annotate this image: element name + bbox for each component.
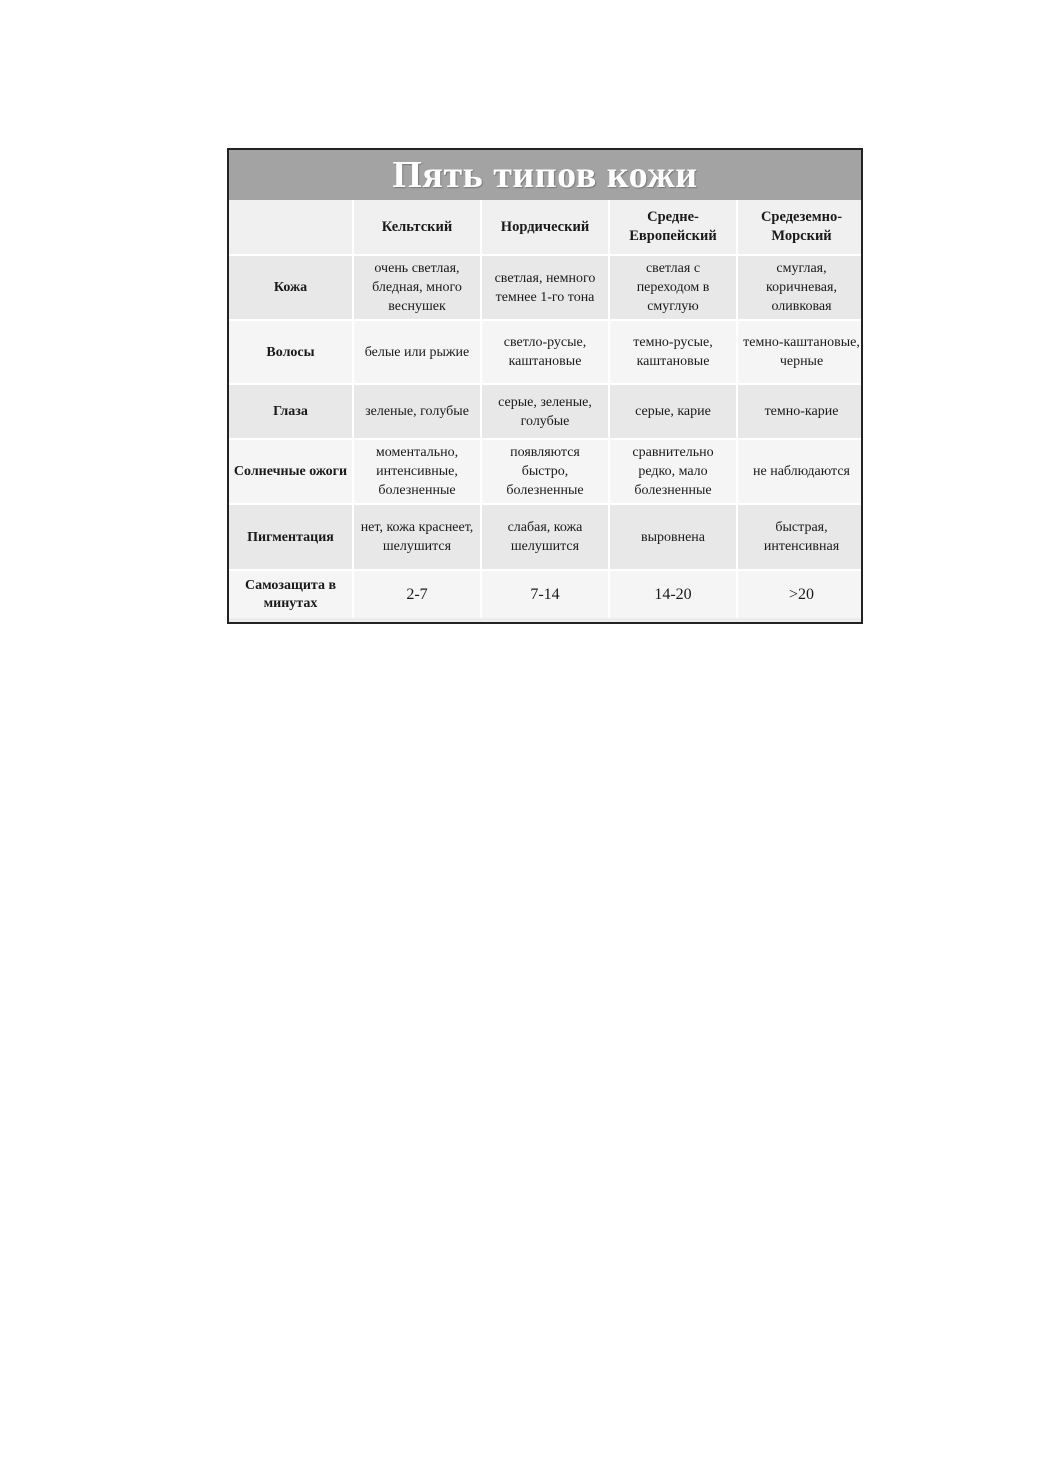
- corner-cell: [229, 200, 353, 255]
- table-cell: 14-20: [609, 570, 737, 618]
- table-cell: 7-14: [481, 570, 609, 618]
- table-header-row: [229, 200, 863, 255]
- slide-title: Пять типов кожи: [392, 154, 698, 196]
- skin-types-slide: [227, 148, 863, 624]
- table-cell: серые, зеленые, голубые: [481, 384, 609, 439]
- table-row: [229, 570, 863, 618]
- column-header-central-european: Средне-Европейский: [609, 200, 737, 255]
- table-cell: серые, карие: [609, 384, 737, 439]
- table-cell: появляются быстро, болезненные: [481, 439, 609, 504]
- table-cell: >20: [737, 570, 863, 618]
- column-header-mediterranean: Средеземно-Морский: [737, 200, 863, 255]
- column-header-nordic: Нордический: [481, 200, 609, 255]
- table-cell: моментально, интенсивные, болезненные: [353, 439, 481, 504]
- row-label-pigmentation: Пигментация: [247, 529, 334, 545]
- table-cell: темно-русые, каштановые: [609, 320, 737, 384]
- table-cell: очень светлая, бледная, много веснушек: [353, 255, 481, 320]
- row-label-sunburn: Солнечные ожоги: [233, 464, 348, 479]
- table-cell: светлая, немного темнее 1-го тона: [481, 255, 609, 320]
- column-header-celtic: Кельтский: [353, 200, 481, 255]
- row-label-eyes: Глаза: [273, 404, 308, 419]
- table-cell: нет, кожа краснеет, шелушится: [353, 504, 481, 570]
- table-cell: выровнена: [609, 504, 737, 570]
- table-cell: темно-каштановые, черные: [737, 320, 863, 384]
- table-row: [229, 320, 863, 384]
- table-cell: сравнительно редко, мало болезненные: [609, 439, 737, 504]
- table-row: [229, 439, 863, 504]
- table-cell: темно-карие: [737, 384, 863, 439]
- row-label-skin: Кожа: [273, 280, 308, 295]
- table-cell: светлая с переходом в смуглую: [609, 255, 737, 320]
- table-cell: белые или рыжие: [353, 320, 481, 384]
- row-label-hair: Волосы: [266, 344, 315, 360]
- table-cell: зеленые, голубые: [353, 384, 481, 439]
- title-bar: [229, 150, 861, 200]
- table-row: [229, 255, 863, 320]
- table-row: [229, 384, 863, 439]
- table-cell: светло-русые, каштановые: [481, 320, 609, 384]
- table-cell: смуглая, коричневая, оливковая: [737, 255, 863, 320]
- table-cell: быстрая, интенсивная: [737, 504, 863, 570]
- table-cell: не наблюдаются: [737, 439, 863, 504]
- table-cell: 2-7: [353, 570, 481, 618]
- table-cell: слабая, кожа шелушится: [481, 504, 609, 570]
- skin-types-table: [229, 200, 863, 618]
- row-label-self-protection: Самозащита в минутах: [244, 577, 337, 611]
- table-row: [229, 504, 863, 570]
